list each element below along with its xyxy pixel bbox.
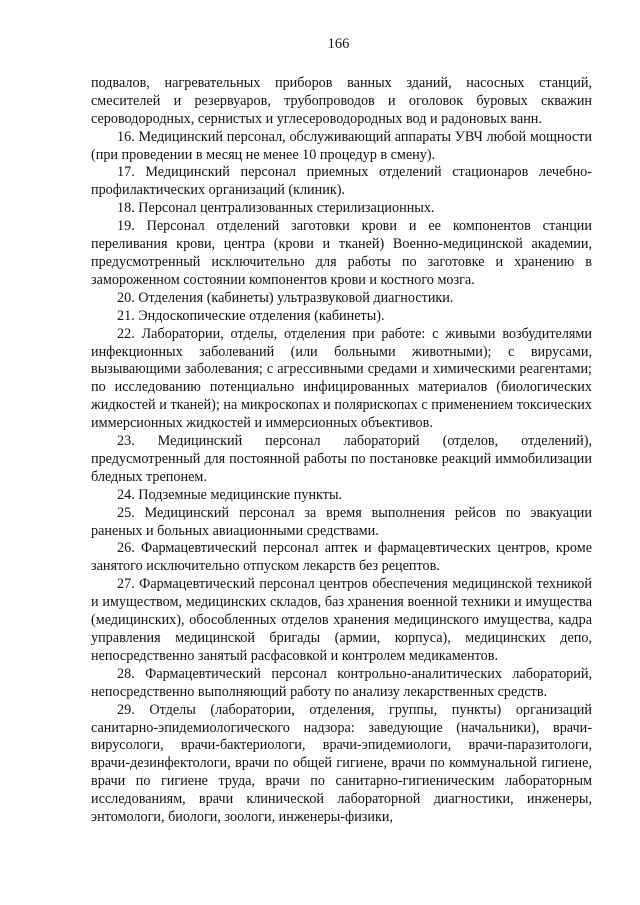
paragraph-item-22: 22. Лаборатории, отделы, отделения при работе: с живыми возбудителями инфекционных заболеваний (или больными животными); с вирусами, вызывающими заболевания; с агрессивными средами и химическими реагентами; по исследованию потенциально инфицированных материалов (биологических жидкостей и тканей); на микроскопах и полярископах с применением токсических иммерсионных жидкостей и иммерсионных объективов. xyxy=(91,325,592,432)
paragraph-item-20: 20. Отделения (кабинеты) ультразвуковой диагностики. xyxy=(117,289,454,306)
page-number: 166 xyxy=(327,36,350,52)
paragraph-item-27: 27. Фармацевтический персонал центров обеспечения медицинской техникой и имуществом, медицинских складов, баз хранения военной техники и имущества (медицинских), обособленных отделов хранения медицинского имущества, кадра управления медицинской бригады (армии, корпуса), медицинских депо, непосредственно занятый расфасовкой и контролем медикаментов. xyxy=(91,576,592,664)
paragraph-item-21: 21. Эндоскопические отделения (кабинеты). xyxy=(117,307,385,324)
paragraph-item-25: 25. Медицинский персонал за время выполнения рейсов по эвакуации раненых и больных авиационными средствами. xyxy=(91,504,592,539)
paragraph-item-17: 17. Медицинский персонал приемных отделений стационаров лечебно-профилактических организаций (клиник). xyxy=(91,164,592,199)
paragraph-item-28: 28. Фармацевтический персонал контрольно-аналитических лабораторий, непосредственно выполняющий работу по анализу лекарственных средств. xyxy=(91,665,592,700)
paragraph-item-24: 24. Подземные медицинские пункты. xyxy=(117,486,343,503)
paragraph-item-29: 29. Отделы (лаборатории, отделения, группы, пункты) организаций санитарно-эпидемиологического надзора: заведующие (начальники), врачи-вирусологи, врачи-бактериологи, врачи-эпидемиологи, врачи-паразитологи, врачи-дезинфектологи, врачи по общей гигиене, врачи по коммунальной гигиене, врачи по гигиене труда, врачи по санитарно-гигиеническим лабораторным исследованиям, врачи клинической лабораторной диагностики, инженеры, энтомологи, биологи, зоологи, инженеры-физики, xyxy=(91,701,592,826)
paragraph-item-19: 19. Персонал отделений заготовки крови и ее компонентов станции переливания крови, центра (крови и тканей) Военно-медицинской академии, предусмотренный исключительно для работы по заготовке и хранению в замороженном состоянии компонентов крови и костного мозга. xyxy=(91,218,592,288)
paragraph-item-26: 26. Фармацевтический персонал аптек и фармацевтических центров, кроме занятого исключительно отпуском лекарств без рецептов. xyxy=(91,540,592,575)
paragraph-item-16: 16. Медицинский персонал, обслуживающий аппараты УВЧ любой мощности (при проведении в месяц не менее 10 процедур в смену). xyxy=(91,128,592,163)
paragraph-item-18: 18. Персонал централизованных стерилизационных. xyxy=(117,200,435,217)
paragraph-item-23: 23. Медицинский персонал лабораторий (отделов, отделений), предусмотренный для постоянной работы по постановке реакций иммобилизации бледных трепонем. xyxy=(91,433,592,485)
paragraph-continuation: подвалов, нагревательных приборов ванных зданий, насосных станций, смесителей и резервуаров, трубопроводов и оголовок буровых скважин сероводородных, сернистых и углесероводородных вод и радоновых ванн. xyxy=(91,74,592,127)
